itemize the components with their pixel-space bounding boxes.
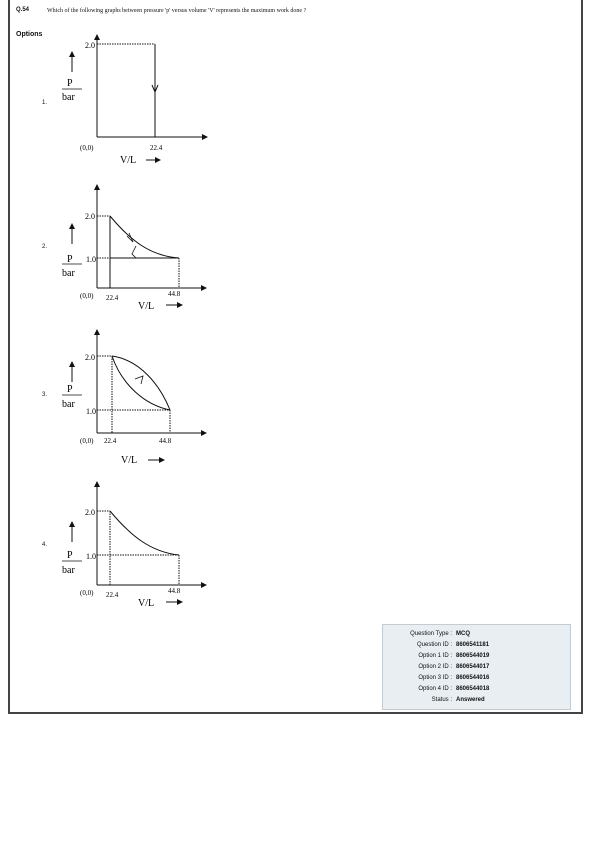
origin-label: (0,0) (80, 437, 94, 445)
option-1-graph[interactable] (62, 35, 207, 166)
y-tick-label-mid: 1.0 (86, 552, 96, 561)
y-axis-label-p: P (67, 78, 73, 89)
left-arrow-icon (132, 246, 136, 258)
curve-arrow-icon (135, 376, 143, 384)
y-axis-label-unit: bar (62, 399, 75, 410)
x-tick-label-a: 22.4 (106, 294, 119, 302)
option-4-graph[interactable] (62, 482, 206, 609)
question-number: Q.54 (16, 7, 30, 13)
isotherm-curve (110, 511, 179, 555)
y-tick-label-top: 2.0 (85, 212, 95, 221)
x-tick-label: 22.4 (150, 144, 163, 152)
question-text: Which of the following graphs between pressure 'p' versus volume 'V' represents the maximum work done ? (47, 8, 307, 14)
y-axis-label-unit: bar (62, 565, 75, 576)
meta-key: Question Type : (410, 631, 452, 637)
y-tick-label-top: 2.0 (85, 353, 95, 362)
y-axis-label-p: P (67, 384, 73, 395)
x-tick-label-a: 22.4 (106, 591, 119, 599)
y-axis-label-p: P (67, 550, 73, 561)
y-axis-label-unit: bar (62, 92, 75, 103)
option-1-number[interactable]: 1. (42, 100, 48, 106)
meta-key: Status : (431, 697, 452, 703)
x-axis-label: V/L (138, 301, 155, 312)
meta-key: Option 4 ID : (418, 686, 452, 692)
isotherm-curve (110, 216, 179, 258)
meta-value: 8606544017 (456, 664, 490, 670)
meta-key: Option 3 ID : (418, 675, 452, 681)
x-tick-label-b: 44.8 (168, 290, 181, 298)
meta-value: 8606541181 (456, 642, 490, 648)
option-4-number[interactable]: 4. (42, 542, 48, 548)
origin-label: (0,0) (80, 589, 94, 597)
y-axis-label-p: P (67, 254, 73, 265)
option-3-number[interactable]: 3. (42, 392, 48, 398)
meta-value: MCQ (456, 631, 470, 637)
x-tick-label-a: 22.4 (104, 437, 117, 445)
origin-label: (0,0) (80, 144, 94, 152)
status-badge: Answered (456, 697, 485, 703)
x-tick-label-b: 44.8 (159, 437, 172, 445)
meta-value: 8606544018 (456, 686, 490, 692)
question-meta-panel (382, 624, 571, 710)
meta-key: Option 1 ID : (418, 653, 452, 659)
x-axis-label: V/L (138, 598, 155, 609)
y-axis-label-unit: bar (62, 268, 75, 279)
x-axis-label: V/L (120, 155, 137, 166)
y-tick-label-top: 2.0 (85, 508, 95, 517)
meta-value: 8606544016 (456, 675, 490, 681)
x-tick-label-b: 44.8 (168, 587, 181, 595)
y-tick-label-mid: 1.0 (86, 407, 96, 416)
meta-key: Option 2 ID : (418, 664, 452, 670)
meta-key: Question ID : (416, 642, 452, 648)
y-tick-label: 2.0 (85, 41, 95, 50)
option-3-graph[interactable] (62, 330, 206, 466)
options-heading: Options (16, 31, 43, 38)
option-2-number[interactable]: 2. (42, 244, 48, 250)
x-axis-label: V/L (121, 455, 138, 466)
origin-label: (0,0) (80, 292, 94, 300)
y-tick-label-mid: 1.0 (86, 255, 96, 264)
option-2-graph[interactable] (62, 185, 206, 312)
meta-value: 8606544019 (456, 653, 490, 659)
